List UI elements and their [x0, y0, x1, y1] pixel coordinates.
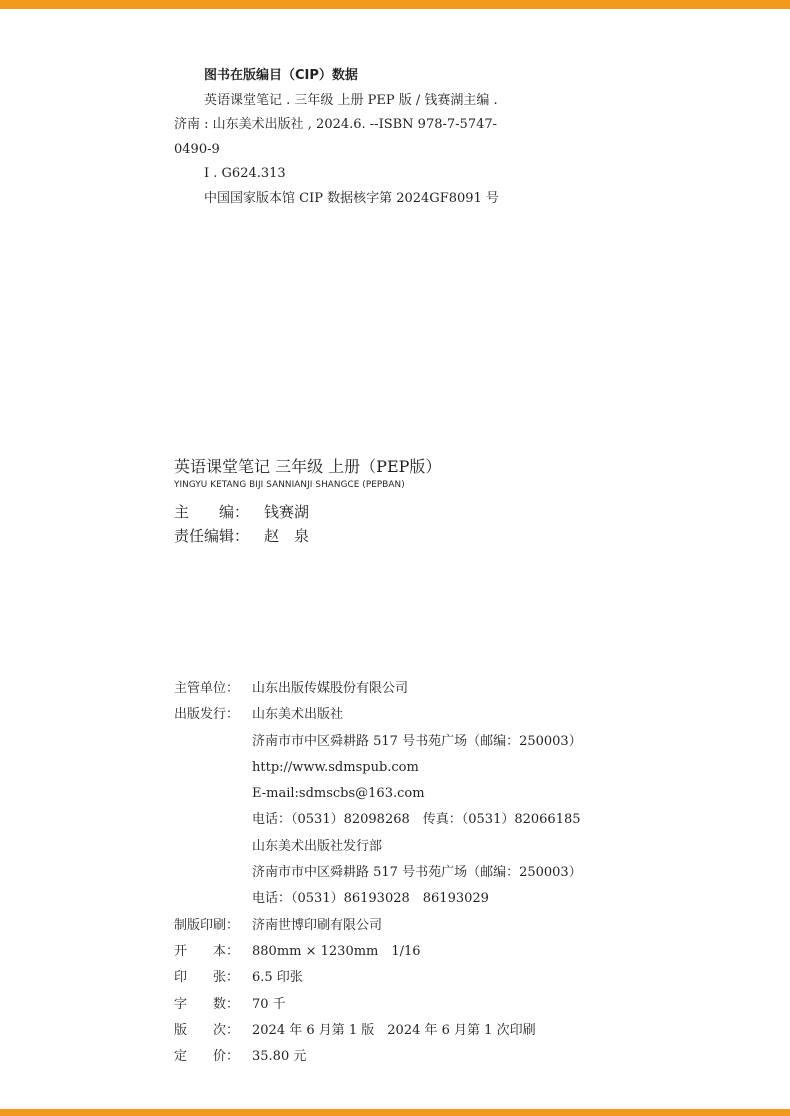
- publisher-row: [174, 702, 674, 728]
- edition-row: [174, 1018, 674, 1044]
- sheets-row: [174, 965, 674, 991]
- bottom-accent-bar: [0, 1109, 790, 1116]
- publisher-address: 济南市市中区舜耕路 517 号书苑广场（邮编：250003）: [252, 733, 582, 749]
- supervisor-row: [174, 676, 674, 702]
- publisher-phone-fax: 电话：（0531）82098268 传真：（0531）82066185: [252, 812, 581, 828]
- publisher-website: http://www.sdmspub.com: [252, 759, 419, 775]
- edition-value: 2024 年 6 月第 1 版 2024 年 6 月第 1 次印刷: [252, 1022, 536, 1038]
- responsible-editor-label: 责任编辑：: [174, 527, 250, 545]
- format-row: [174, 939, 674, 965]
- book-title: 英语课堂笔记 三年级 上册（PEP版）: [174, 457, 442, 476]
- format-value: 880mm × 1230mm 1/16: [252, 943, 421, 959]
- publisher-label: 出版发行：: [174, 707, 240, 723]
- cip-line: 0490-9: [174, 141, 220, 157]
- top-accent-bar: [0, 0, 790, 9]
- publication-info: [174, 676, 674, 1070]
- editor-name: 钱赛湖: [264, 503, 310, 521]
- credits: [174, 500, 694, 548]
- book-info: [174, 456, 694, 548]
- book-title-pinyin: YINGYU KETANG BIJI SANNIANJI SHANGCE (PEPBAN): [174, 480, 405, 490]
- printer-label: 制版印刷：: [174, 917, 240, 933]
- printer-row: [174, 913, 674, 939]
- edition-label: 版 次：: [174, 1022, 240, 1038]
- printer-value: 济南世博印刷有限公司: [252, 917, 383, 933]
- cip-line: 济南 : 山东美术出版社 , 2024.6. --ISBN 978-7-5747-: [174, 117, 498, 132]
- publisher-email: E-mail:sdmscbs@163.com: [252, 786, 425, 802]
- publisher-value: 山东美术出版社: [252, 707, 344, 723]
- distribution-address: 济南市市中区舜耕路 517 号书苑广场（邮编：250003）: [252, 865, 582, 881]
- supervisor-label: 主管单位：: [174, 681, 240, 696]
- cip-heading: 图书在版编目（CIP）数据: [204, 68, 358, 83]
- price-value: 35.80 元: [252, 1049, 307, 1065]
- word-count-label: 字 数：: [174, 996, 240, 1012]
- cip-line: Ⅰ . G624.313: [204, 166, 286, 181]
- cip-line: 中国国家版本馆 CIP 数据核字第 2024GF8091 号: [204, 190, 499, 206]
- price-row: [174, 1044, 674, 1070]
- responsible-editor-name: 赵 泉: [264, 527, 310, 545]
- distribution-phone: 电话：（0531）86193028 86193029: [252, 891, 489, 907]
- distribution-department: 山东美术出版社发行部: [252, 838, 383, 854]
- editor-row: [174, 500, 694, 524]
- cip-line: 英语课堂笔记 . 三年级 上册 PEP 版 / 钱赛湖主编 .: [204, 92, 498, 108]
- word-count-row: [174, 992, 674, 1018]
- editor-label: 主 编：: [174, 503, 250, 521]
- sheets-value: 6.5 印张: [252, 970, 303, 986]
- responsible-editor-row: [174, 524, 694, 548]
- format-label: 开 本：: [174, 943, 240, 959]
- cip-block: [174, 64, 574, 211]
- price-label: 定 价：: [174, 1049, 240, 1065]
- sheets-label: 印 张：: [174, 970, 240, 986]
- supervisor-value: 山东出版传媒股份有限公司: [252, 681, 409, 696]
- word-count-value: 70 千: [252, 996, 286, 1012]
